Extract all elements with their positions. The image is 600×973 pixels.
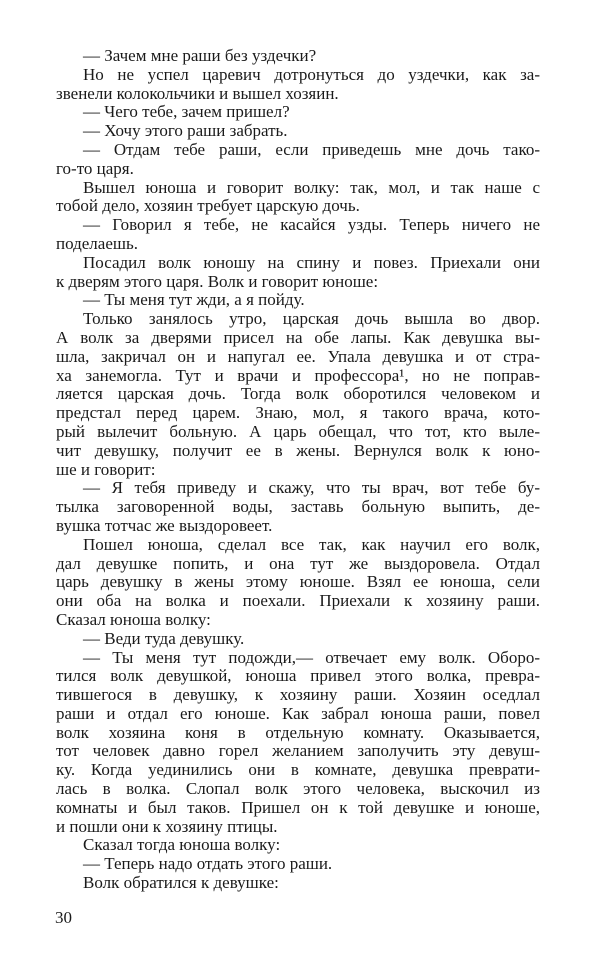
text-line: дал девушке попить, и она тут же выздоровела. Отдал [56,554,540,573]
text-line: — Веди туда девушку. [83,628,245,648]
text-line: комнаты и был таков. Пришел он к той девушке и юноше, [56,798,540,817]
text-line: — Хочу этого раши забрать. [83,121,288,141]
text-line: го-то царя. [56,158,134,178]
text-line: — Отдам тебе раши, если приведешь мне дочь тако- [83,140,540,159]
text-line: чит девушку, получит ее в жены. Вернулся волк к юно- [56,441,540,460]
text-line: ше и говорит: [56,459,156,479]
text-line: — Я тебя приведу и скажу, что ты врач, вот тебе бу- [83,479,540,498]
page-text [56,47,540,893]
text-line: поделаешь. [56,233,138,253]
text-line: волк хозяина коня в отдельную комнату. Оказывается, [56,723,540,742]
text-line: предстал перед царем. Знаю, мол, я такого врача, кото- [56,404,540,423]
text-line: — Теперь надо отдать этого раши. [83,854,333,874]
text-line: лась в волка. Слопал волк этого человека, выскочил из [56,780,540,799]
text-line: тобой дело, хозяин требует царскую дочь. [56,196,360,216]
text-line: ха занемогла. Тут и врачи и профессора¹, но не поправ- [56,366,540,385]
text-line: Посадил волк юношу на спину и повез. Приехали они [83,253,540,272]
page-number: 30 [55,908,72,927]
text-line: тился волк девушкой, юноша привел этого волка, превра- [56,667,540,686]
text-line: — Ты меня тут жди, а я пойду. [83,290,305,310]
text-line: они оба на волка и поехали. Приехали к хозяину раши. [56,592,540,611]
text-line: Но не успел царевич дотронуться до уздечки, как за- [83,65,540,84]
text-line: и пошли они к хозяину птицы. [56,816,278,836]
text-line: ляется царская дочь. Тогда волк оборотился человеком и [56,385,540,404]
text-line: — Чего тебе, зачем пришел? [83,102,290,122]
text-line: раши и отдал его юноше. Как забрал юноша раши, повел [56,704,540,723]
text-line: рый вылечит больную. А царь обещал, что тот, кто выле- [56,422,540,441]
text-line: к дверям этого царя. Волк и говорит юноше: [56,271,379,291]
text-line: Только занялось утро, царская дочь вышла во двор. [83,310,540,329]
text-line: звенели колокольчики и вышел хозяин. [56,83,339,103]
text-line: тылка заговоренной воды, заставь больную выпить, де- [56,498,540,517]
text-line: царь девушку в жены этому юноше. Взял ее юноша, сели [56,573,540,592]
text-line: Вышел юноша и говорит волку: так, мол, и так наше с [83,178,540,197]
text-line: Волк обратился к девушке: [83,873,279,893]
text-line: Сказал юноша волку: [56,609,211,629]
text-line: тившегося в девушку, к хозяину раши. Хозяин оседлал [56,686,540,705]
text-line: А волк за дверями присел на обе лапы. Как девушка вы- [56,328,540,347]
text-line: ку. Когда уединились они в комнате, девушка преврати- [56,761,540,780]
text-line: Пошел юноша, сделал все так, как научил его волк, [83,535,540,554]
text-line: — Ты меня тут подожди,— отвечает ему волк. Оборо- [83,648,540,667]
text-line: вушка тотчас же выздоровеет. [56,515,273,535]
text-line: Сказал тогда юноша волку: [83,835,281,855]
text-line: шла, закричал он и напугал ее. Упала девушка и от стра- [56,347,540,366]
text-line: тот человек давно горел желанием заполучить эту девуш- [56,742,540,761]
text-line: — Говорил я тебе, не касайся узды. Теперь ничего не [83,216,540,235]
text-line: — Зачем мне раши без уздечки? [83,46,317,65]
